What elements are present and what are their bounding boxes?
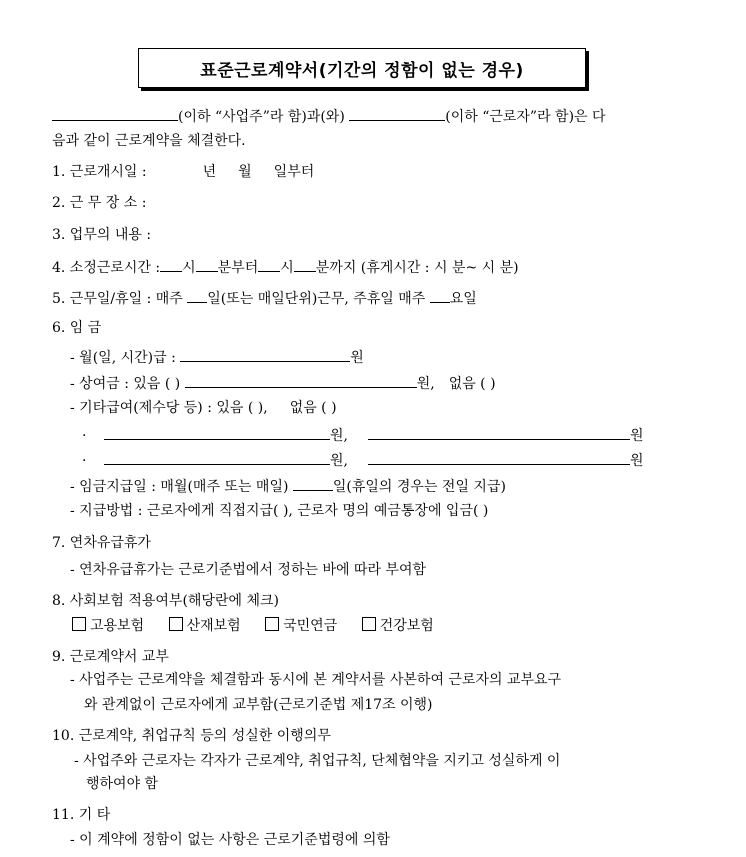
monthly-wage-field[interactable] [180,347,350,362]
health-insurance-checkbox[interactable] [362,617,376,631]
employee-name-field[interactable] [349,106,445,121]
item-faithful-duty: 10. 근로계약, 취업규칙 등의 성실한 이행의무 [52,728,331,744]
national-pension-checkbox[interactable] [265,617,279,631]
wage-payday: - 임금지급일 : 매월(매주 또는 매일) 일(휴일의 경우는 전일 지급) [70,476,506,496]
intro-line-2: 음과 같이 근로계약을 체결한다. [52,133,246,149]
etc-desc: - 이 계약에 정함이 없는 사항은 근로기준법령에 의함 [70,832,390,848]
wage-extra: - 기타급여(제수당 등) : 있음 ( ), 없음 ( ) [70,400,337,416]
item-start-date: 1. 근로개시일 : 년 월 일부터 [52,164,315,180]
extra-allowance-row-2: · 원, 원 [82,450,644,470]
wage-bonus: - 상여금 : 있음 ( ) 원, 없음 ( ) [70,373,496,393]
employer-name-field[interactable] [52,106,178,121]
wage-method: - 지급방법 : 근로자에게 직접지급( ), 근로자 명의 예금통장에 입금( ) [70,503,489,519]
industrial-accident-checkbox[interactable] [169,617,183,631]
contract-copy-desc-2: 와 관계없이 근로자에게 교부함(근로기준법 제17조 이행) [84,697,433,713]
item-wage: 6. 임 금 [52,320,102,336]
item-etc: 11. 기 타 [52,807,111,823]
insurance-options: 고용보험 산재보험 국민연금 건강보험 [72,617,434,635]
item-workdays: 5. 근무일/휴일 : 매주 일(또는 매일단위)근무, 주휴일 매주 요일 [52,288,477,308]
employment-insurance-checkbox[interactable] [72,617,86,631]
extra-allowance-row-1: · 원, 원 [82,425,644,445]
wage-monthly: - 월(일, 시간)급 : 원 [70,347,364,367]
payday-field[interactable] [293,476,333,491]
item-contract-copy: 9. 근로계약서 교부 [52,649,169,665]
item-social-insurance: 8. 사회보험 적용여부(해당란에 체크) [52,593,279,609]
item-duty: 3. 업무의 내용 : [52,227,152,243]
item-workplace: 2. 근 무 장 소 : [52,195,147,211]
intro-line-1: (이하 “사업주”라 함)과(와) (이하 “근로자”라 함)은 다 [52,106,606,126]
document-title [138,48,586,88]
item-work-hours: 4. 소정근로시간 : 시 분부터 시 분까지 (휴게시간 : 시 분~ 시 분) [52,257,519,277]
contract-copy-desc-1: - 사업주는 근로계약을 체결함과 동시에 본 계약서를 사본하여 근로자의 교부요구 [70,672,562,688]
annual-leave-desc: - 연차유급휴가는 근로기준법에서 정하는 바에 따라 부여함 [70,562,427,578]
item-annual-leave: 7. 연차유급휴가 [52,535,151,551]
faithful-duty-desc-1: - 사업주와 근로자는 각자가 근로계약, 취업규칙, 단체협약을 지키고 성실하게 이 [74,753,561,769]
faithful-duty-desc-2: 행하여야 함 [86,776,159,792]
title-text: 표준근로계약서(기간의 정함이 없는 경우) [200,60,524,81]
bonus-field[interactable] [185,373,417,388]
